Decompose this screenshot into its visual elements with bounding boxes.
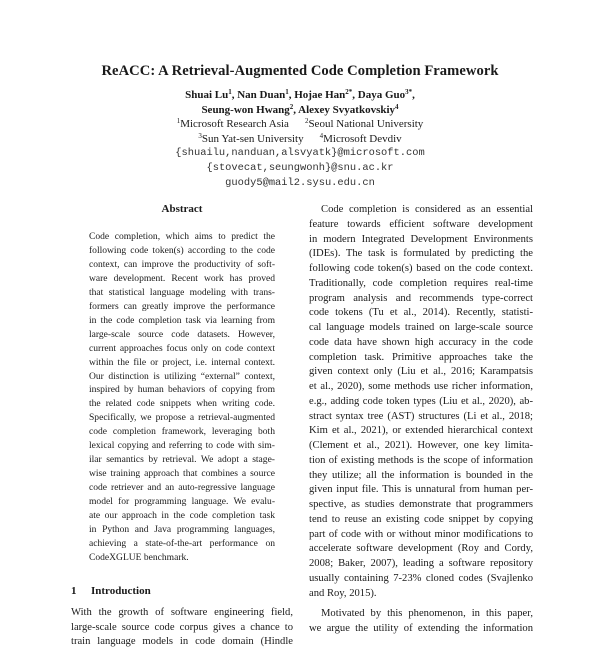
body-line: stract syntax tree (AST) structures (Li et al., 2018; <box>309 410 533 422</box>
body-line: completion task. Primitive approaches take the <box>309 351 533 363</box>
abstract-line: formers can greatly improve the performance <box>89 300 275 312</box>
body-line: With the growth of software engineering field, <box>71 606 293 618</box>
body-line: Traditionally, code completion requires real-time <box>309 277 533 289</box>
section-title: Introduction <box>91 584 151 597</box>
author-sup: 4 <box>395 102 399 111</box>
author-name: Hojae Han <box>294 89 346 101</box>
author-name: Nan Duan <box>237 89 286 101</box>
body-line: 2008; Baker, 2007), leading a software repository <box>309 558 533 569</box>
abstract-line: ware development. Recent work has proved <box>89 272 275 284</box>
author-name: Seung-won Hwang <box>201 103 290 116</box>
affiliation: Microsoft Devdiv <box>323 132 402 145</box>
body-line: following code token(s) based on the code context. <box>309 263 533 274</box>
body-line: e.g., adding code token types (Liu et al., 2020), ab- <box>309 395 533 407</box>
author-email: {shuailu,nanduan,alsvyatk}@microsoft.com <box>175 147 425 160</box>
author-name: Daya Guo <box>357 89 406 101</box>
abstract-line: inspired by human behaviors of copying from <box>89 384 275 396</box>
abstract-heading: Abstract <box>161 203 203 215</box>
body-line: they utilize; all the information is bounded in the <box>309 469 533 481</box>
body-line: Kim et al., 2021), or extended hierarchical context <box>309 425 533 437</box>
affiliation: Sun Yat-sen University <box>201 132 304 145</box>
abstract-line: code completion framework, leveraging both <box>89 426 275 438</box>
abstract-line: ilar semantics by retrieval. We adopt a stage- <box>89 454 275 466</box>
affiliation-sup: 3 <box>198 131 202 140</box>
affiliation: Microsoft Research Asia <box>180 118 289 131</box>
affiliation-sup: 1 <box>176 117 181 126</box>
author-names-line-2: Seung-won Hwang$^2$, Alexey Svyatkovskiy$^4$ <box>201 102 399 116</box>
affiliation-sup: 2 <box>304 117 309 126</box>
body-line: Code completion is considered as an essential <box>321 204 533 215</box>
author-sup: 2 <box>289 102 294 111</box>
body-line: part of code with or without minor modifications to <box>309 528 533 540</box>
body-line: et al., 2020), some methods use richer information, <box>309 381 533 392</box>
affiliations-line-2 <box>0 132 600 147</box>
abstract-line: following code token(s) according to the code <box>89 244 275 256</box>
body-line: we argue the utility of extending the information <box>309 623 533 634</box>
affiliation-sup: 4 <box>319 131 324 140</box>
body-line: code data have shown high accuracy in the code <box>309 336 533 348</box>
body-line: accelerate software development (Roy and Cordy, <box>309 543 533 555</box>
abstract-line: lexical copying and referring to code with sim- <box>89 440 275 452</box>
abstract-line: Our distinction is utilizing “external” context, <box>89 370 275 382</box>
author-name: Alexey Svyatkovskiy <box>298 103 396 116</box>
section-heading-introduction <box>71 585 293 597</box>
introduction-body-left <box>71 606 293 650</box>
body-line: tion of existing methods is the scope of information <box>309 454 533 466</box>
abstract-line: wise training approach that combines a source <box>89 468 275 480</box>
body-line: feature towards efficient software development <box>309 218 533 230</box>
author-block <box>0 88 600 190</box>
body-line: program analysis and recommends type-correct <box>309 292 533 304</box>
author-sup: 3* <box>405 88 413 96</box>
body-line: in modern Integrated Development Environments <box>309 233 533 245</box>
abstract-line: model for programming language. We evalu- <box>89 496 275 508</box>
author-sup: 1 <box>228 88 232 96</box>
body-line: large-scale source code corpus gives a chance to <box>71 621 293 633</box>
author-email: {stovecat,seungwonh}@snu.ac.kr <box>206 161 394 174</box>
author-name: Shuai Lu <box>185 89 229 101</box>
author-names-line-1: Shuai Lu$^1$, Nan Duan$^1$, Hojae Han$^{2*}$, Daya Guo$^{3*}$, <box>185 88 415 101</box>
abstract-line: code retriever and an auto-regressive language <box>89 482 275 494</box>
body-line: train language models in code domain (Hindle <box>71 636 293 648</box>
abstract-line: Code completion, which aims to predict the <box>89 231 275 242</box>
affiliations-line-1 <box>0 117 600 132</box>
abstract-line: within the file or project, i.e. internal context. <box>89 356 275 368</box>
abstract-line: ate our approach in the code completion task <box>89 510 275 522</box>
body-line: given input file. This is unnatural from human per- <box>309 484 533 496</box>
body-line: and Roy, 2015). <box>309 587 377 599</box>
author-sup: 2* <box>345 88 353 96</box>
abstract-body <box>89 230 275 565</box>
body-line: cal language models trained on large-scale source <box>309 322 533 333</box>
right-column <box>309 203 533 637</box>
body-line: Motivated by this phenomenon, in this paper, <box>321 608 533 620</box>
abstract-line: in the code completion task via learning from <box>89 314 275 326</box>
abstract-line: context, can improve the productivity of soft- <box>89 258 275 270</box>
affiliation: Seoul National University <box>308 118 424 131</box>
abstract-line: large-scale source code datasets. However, <box>89 328 275 340</box>
body-line: given context only (Liu et al., 2016; Karampatsis <box>309 366 533 378</box>
abstract-line: that statistical language modeling with trans- <box>89 286 275 298</box>
body-line: (Clement et al., 2021). However, one key limita- <box>309 440 533 451</box>
paragraph <box>309 607 533 637</box>
section-number: 1 <box>71 584 77 597</box>
body-line: spective, as studies demonstrate that programmers <box>309 499 533 510</box>
body-line: code tokens (Tu et al., 2014). Recently, statisti- <box>309 307 533 319</box>
abstract-line: current approaches focus only on code context <box>89 342 275 354</box>
abstract-line: achieving a state-of-the-art performance on <box>89 537 275 549</box>
body-line: tend to reuse an existing code snippet by copying <box>309 513 533 525</box>
paper-title: ReACC: A Retrieval-Augmented Code Completion Framework <box>101 63 499 79</box>
body-line: (IDEs). The task is formulated by predicting the <box>309 248 533 260</box>
left-column <box>71 203 293 650</box>
author-sup: 1 <box>285 88 289 96</box>
abstract-line: in Python and Java programming languages, <box>89 524 275 536</box>
abstract-line: Specifically, we propose a retrieval-augmented <box>89 412 275 424</box>
author-email: guody5@mail2.sysu.edu.cn <box>225 176 375 189</box>
abstract-line: the related code snippets when writing code. <box>89 398 275 410</box>
abstract-line: CodeXGLUE benchmark. <box>89 551 189 563</box>
paragraph <box>309 203 533 601</box>
body-line: usually containing 7-23% cloned codes (Svajlenko <box>309 572 533 584</box>
